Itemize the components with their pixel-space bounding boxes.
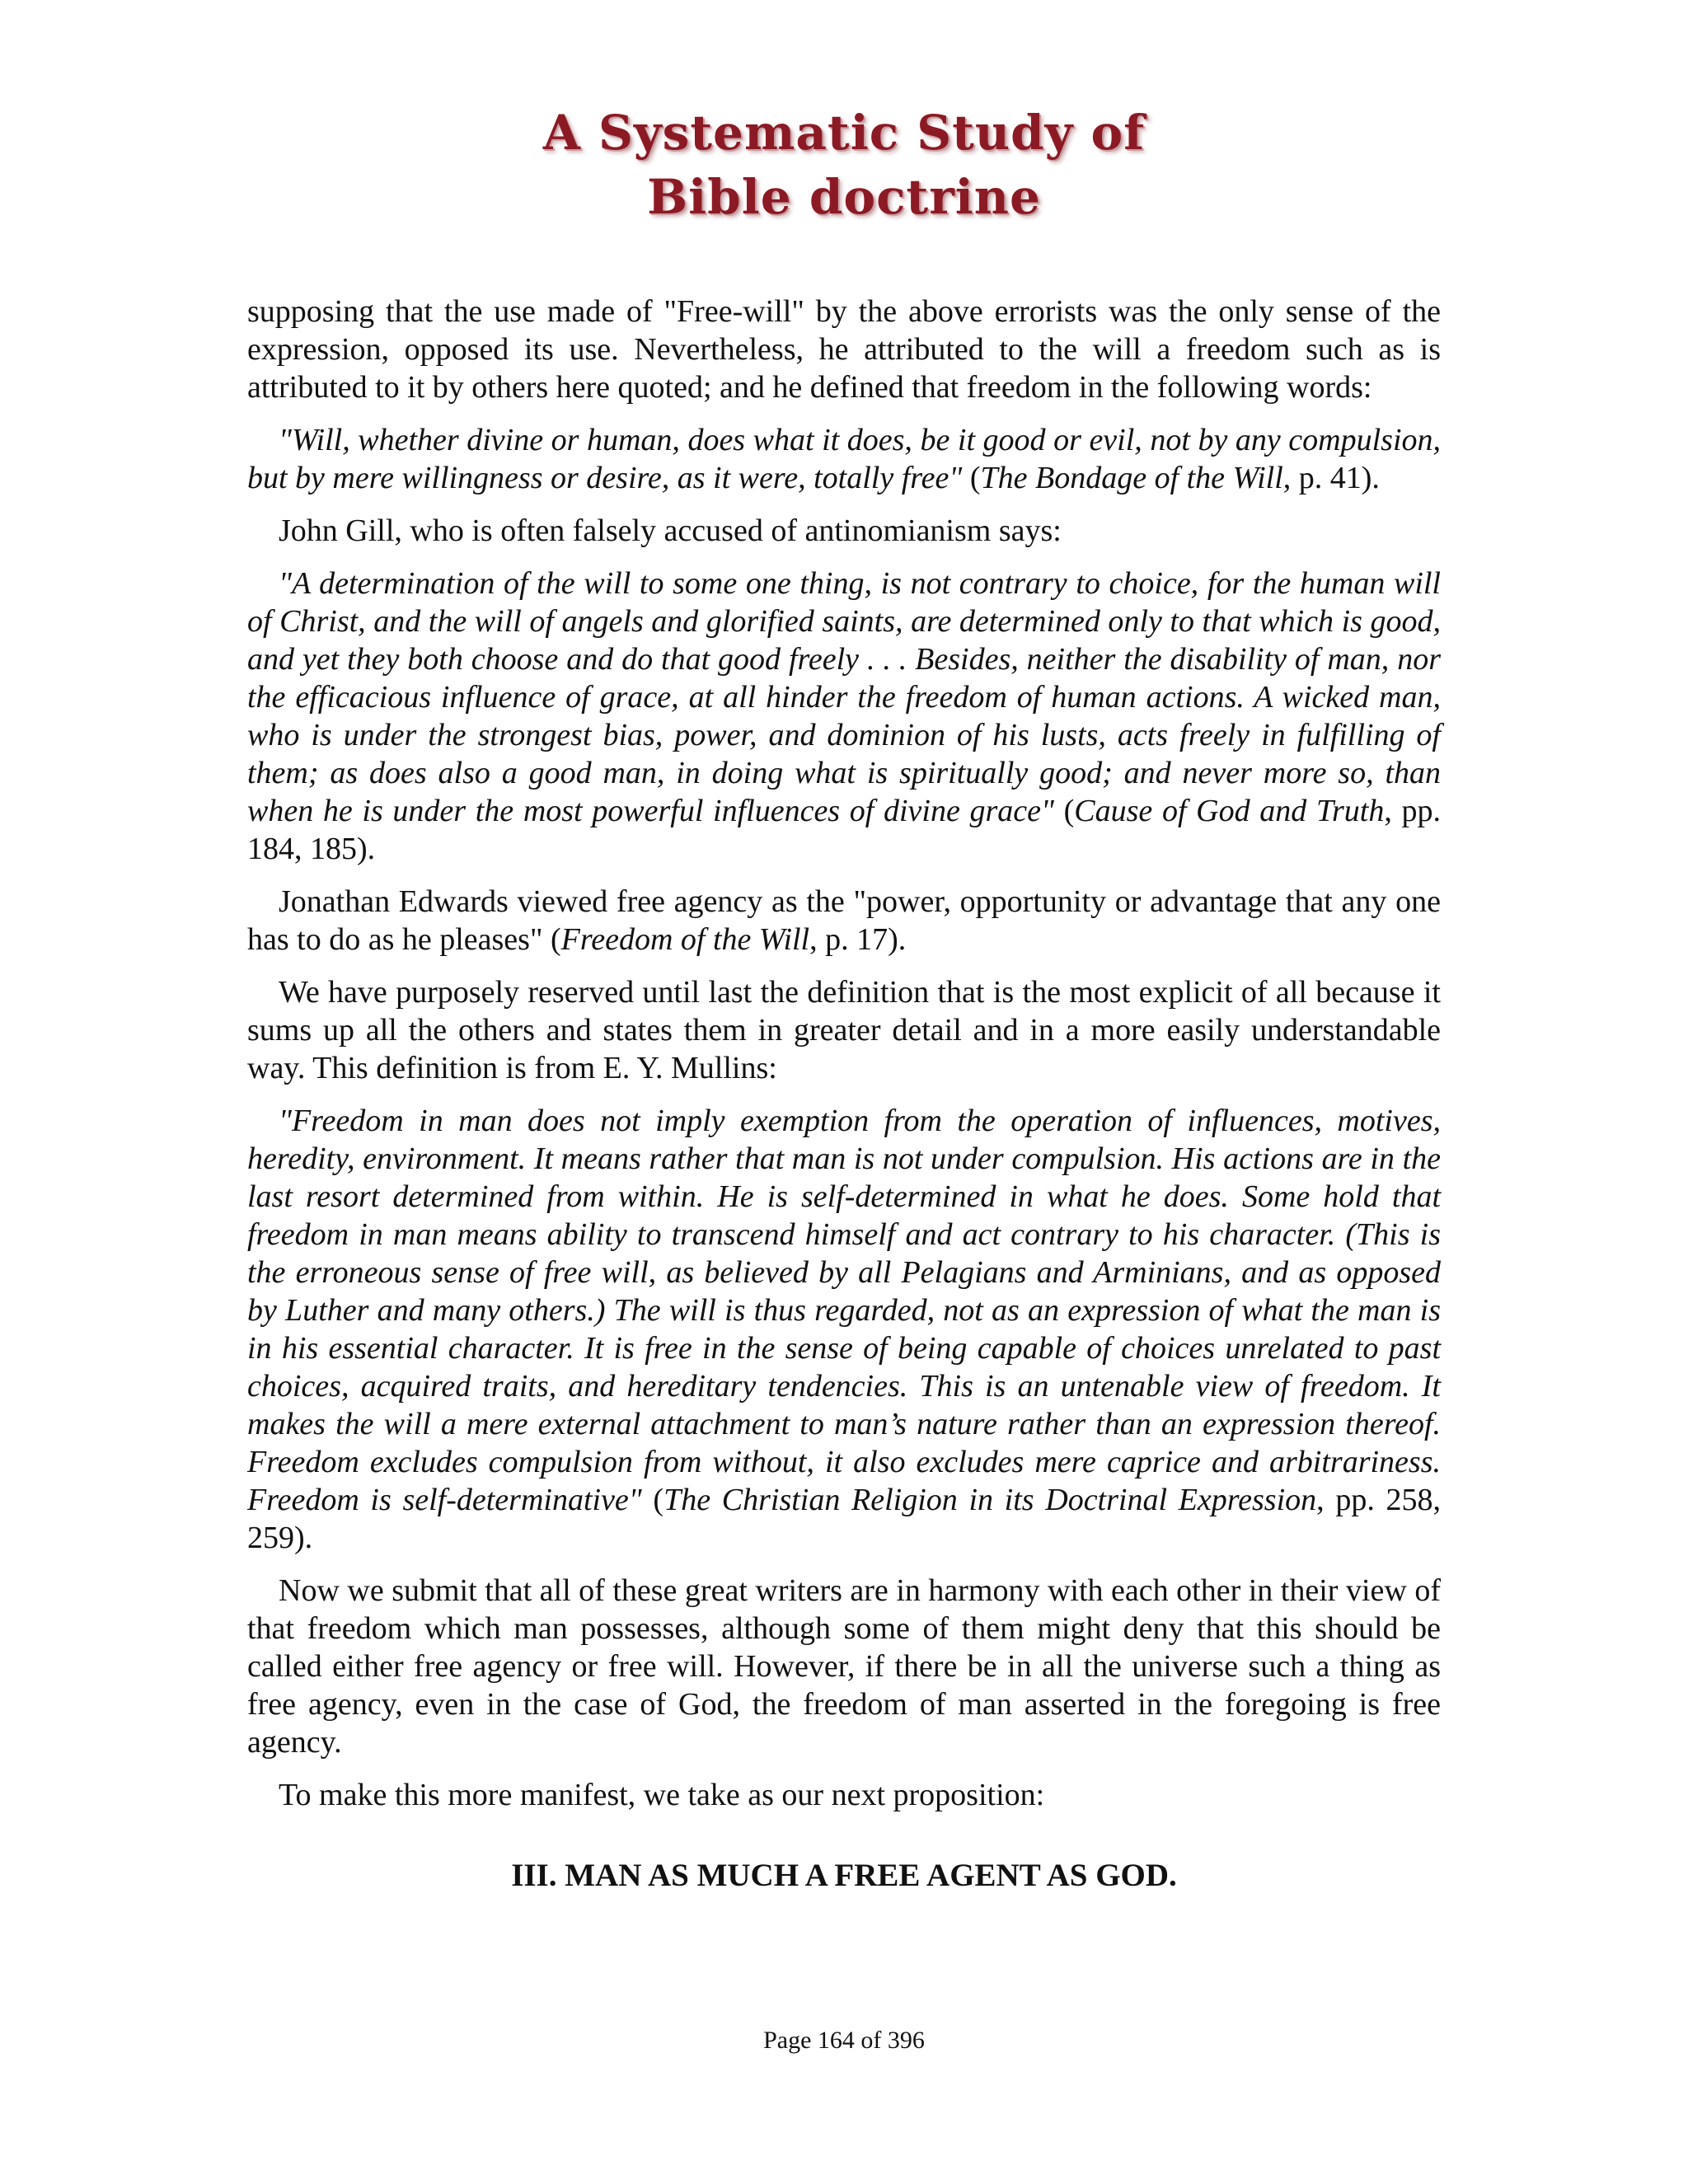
page-number: Page 164 of 396 bbox=[763, 2027, 925, 2054]
page-content bbox=[247, 293, 1441, 1895]
citation-open: ( bbox=[1053, 794, 1075, 828]
citation-rest: , p. 17). bbox=[809, 922, 907, 957]
logo-line-2: Bible doctrine bbox=[647, 169, 1041, 225]
quote-mullins bbox=[247, 1102, 1441, 1557]
citation-title: Freedom of the Will bbox=[560, 922, 810, 957]
citation-open: ( bbox=[962, 461, 981, 495]
citation-rest: , pp. 184, 185). bbox=[247, 794, 1441, 866]
quote-luther bbox=[247, 421, 1441, 497]
paragraph-edwards bbox=[247, 883, 1441, 958]
citation-rest: , pp. 258, 259). bbox=[247, 1483, 1441, 1555]
quote-text: "Will, whether divine or human, does what it does, be it good or evil, not by any compulsion, but by mere willingness or desire, as it were, totally free" bbox=[247, 423, 1441, 495]
citation-rest: , p. 41). bbox=[1282, 461, 1380, 495]
paragraph: supposing that the use made of "Free-will" by the above errorists was the only sense of the expression, opposed its use. Nevertheless, he attributed to the will a freedom such as is attributed to it by others here quoted; and he defined that freedom in the following words: bbox=[247, 294, 1441, 405]
paragraph: To make this more manifest, we take as our next proposition: bbox=[279, 1778, 1045, 1812]
quote-text: "A determination of the will to some one thing, is not contrary to choice, for the human will of Christ, and the will of angels and glorified saints, are determined only to that which is good, and yet they both choose and do that good freely . . . Besides, neither the disability of man, nor the efficacious influence of grace, at all hinder the freedom of human actions. A wicked man, who is under the strongest bias, power, and dominion of his lusts, acts freely in fulfilling of them; as does also a good man, in doing what is spiritually good; and never more so, than when he is under the most powerful influences of divine grace" bbox=[247, 566, 1441, 828]
logo-line-1: A Systematic Study of bbox=[542, 105, 1146, 161]
citation-title: Cause of God and Truth bbox=[1074, 794, 1385, 828]
quote-text: "Freedom in man does not imply exemption from the operation of influences, motives, heredity, environment. It means rather that man is not under compulsion. His actions are in the last resort determined from within. He is self-determined in what he does. Some hold that freedom in man means ability to transcend himself and act contrary to his character. (This is the erroneous sense of free will, as believed by all Pelagians and Arminians, and as opposed by Luther and many others.) The will is thus regarded, not as an expression of what the man is in his essential character. It is free in the sense of being capable of choices unrelated to past choices, acquired traits, and hereditary tendencies. This is an untenable view of freedom. It makes the will a mere external attachment to man’s nature rather than an expression thereof. Freedom excludes compulsion from without, it also excludes mere caprice and arbitrariness. Freedom is self-determinative" bbox=[247, 1104, 1441, 1517]
paragraph: We have purposely reserved until last the definition that is the most explicit of all because it sums up all the others and states them in greater detail and in a more easily understandable way. This definition is from E. Y. Mullins: bbox=[247, 975, 1441, 1085]
paragraph: Now we submit that all of these great writers are in harmony with each other in their view of that freedom which man possesses, although some of them might deny that this should be called either free agency or free will. However, if there be in all the universe such a thing as free agency, even in the case of God, the freedom of man asserted in the foregoing is free agency. bbox=[247, 1573, 1441, 1760]
paragraph: John Gill, who is often falsely accused of antinomianism says: bbox=[279, 513, 1062, 548]
book-title-logo bbox=[0, 101, 1688, 229]
citation-title: The Bondage of the Will bbox=[980, 461, 1283, 495]
section-heading: III. MAN AS MUCH A FREE AGENT AS GOD. bbox=[511, 1858, 1177, 1893]
citation-title: The Christian Religion in its Doctrinal Expression bbox=[663, 1483, 1317, 1517]
quote-gill bbox=[247, 565, 1441, 868]
paragraph-text: Jonathan Edwards viewed free agency as the "power, opportunity or advantage that any one has to do as he pleases" ( bbox=[247, 884, 1441, 957]
citation-open: ( bbox=[641, 1483, 664, 1517]
